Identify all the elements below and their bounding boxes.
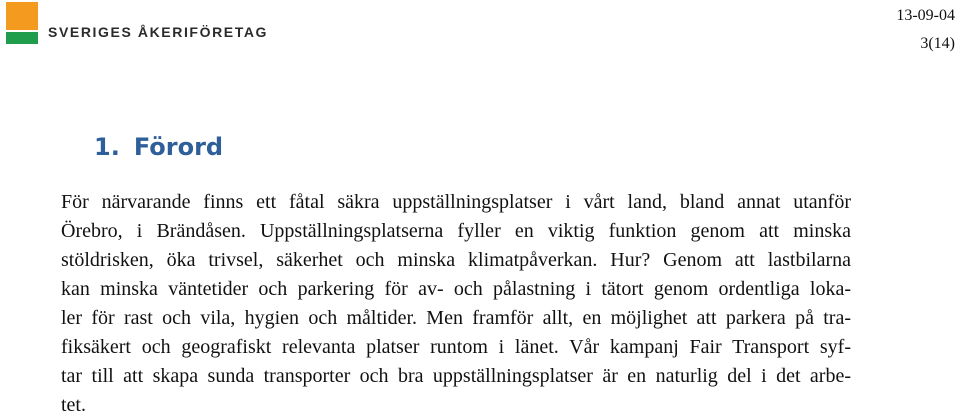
paragraph-line: Örebro, i Brändåsen. Uppställningsplatserna fyller en viktig funktion genom att minska bbox=[61, 220, 851, 242]
paragraph-line: ler för rast och vila, hygien och måltider. Men framför allt, en möjlighet att parkera på tra- bbox=[61, 307, 851, 329]
paragraph-line: kan minska väntetider och parkering för av- och pålastning i tätort genom ordentliga loka- bbox=[61, 278, 851, 300]
logo-text: SVERIGES ÅKERIFÖRETAG bbox=[48, 24, 269, 40]
logo-green-bar bbox=[6, 32, 38, 44]
paragraph-line: tar till att skapa sunda transporter och bra uppställningsplatser är en naturlig del i det arbe- bbox=[61, 365, 851, 387]
body-paragraph bbox=[61, 188, 851, 420]
paragraph-line: tet. bbox=[61, 394, 86, 416]
document-date: 13-09-04 bbox=[896, 7, 955, 24]
page-number: 3(14) bbox=[920, 35, 955, 52]
logo-orange-block bbox=[6, 2, 38, 30]
section-title: Förord bbox=[133, 133, 224, 161]
paragraph-line: stöldrisken, öka trivsel, säkerhet och minska klimatpåverkan. Hur? Genom att lastbilarna bbox=[61, 249, 851, 271]
logo-mark-icon bbox=[6, 2, 38, 44]
paragraph-line: För närvarande finns ett fåtal säkra uppställningsplatser i vårt land, bland annat utanför bbox=[61, 191, 851, 213]
company-logo bbox=[6, 2, 268, 44]
paragraph-line: fiksäkert och geografiskt relevanta platser runtom i länet. Vår kampanj Fair Transport syf- bbox=[61, 336, 851, 358]
section-number: 1. bbox=[94, 133, 120, 161]
section-heading bbox=[94, 133, 223, 161]
